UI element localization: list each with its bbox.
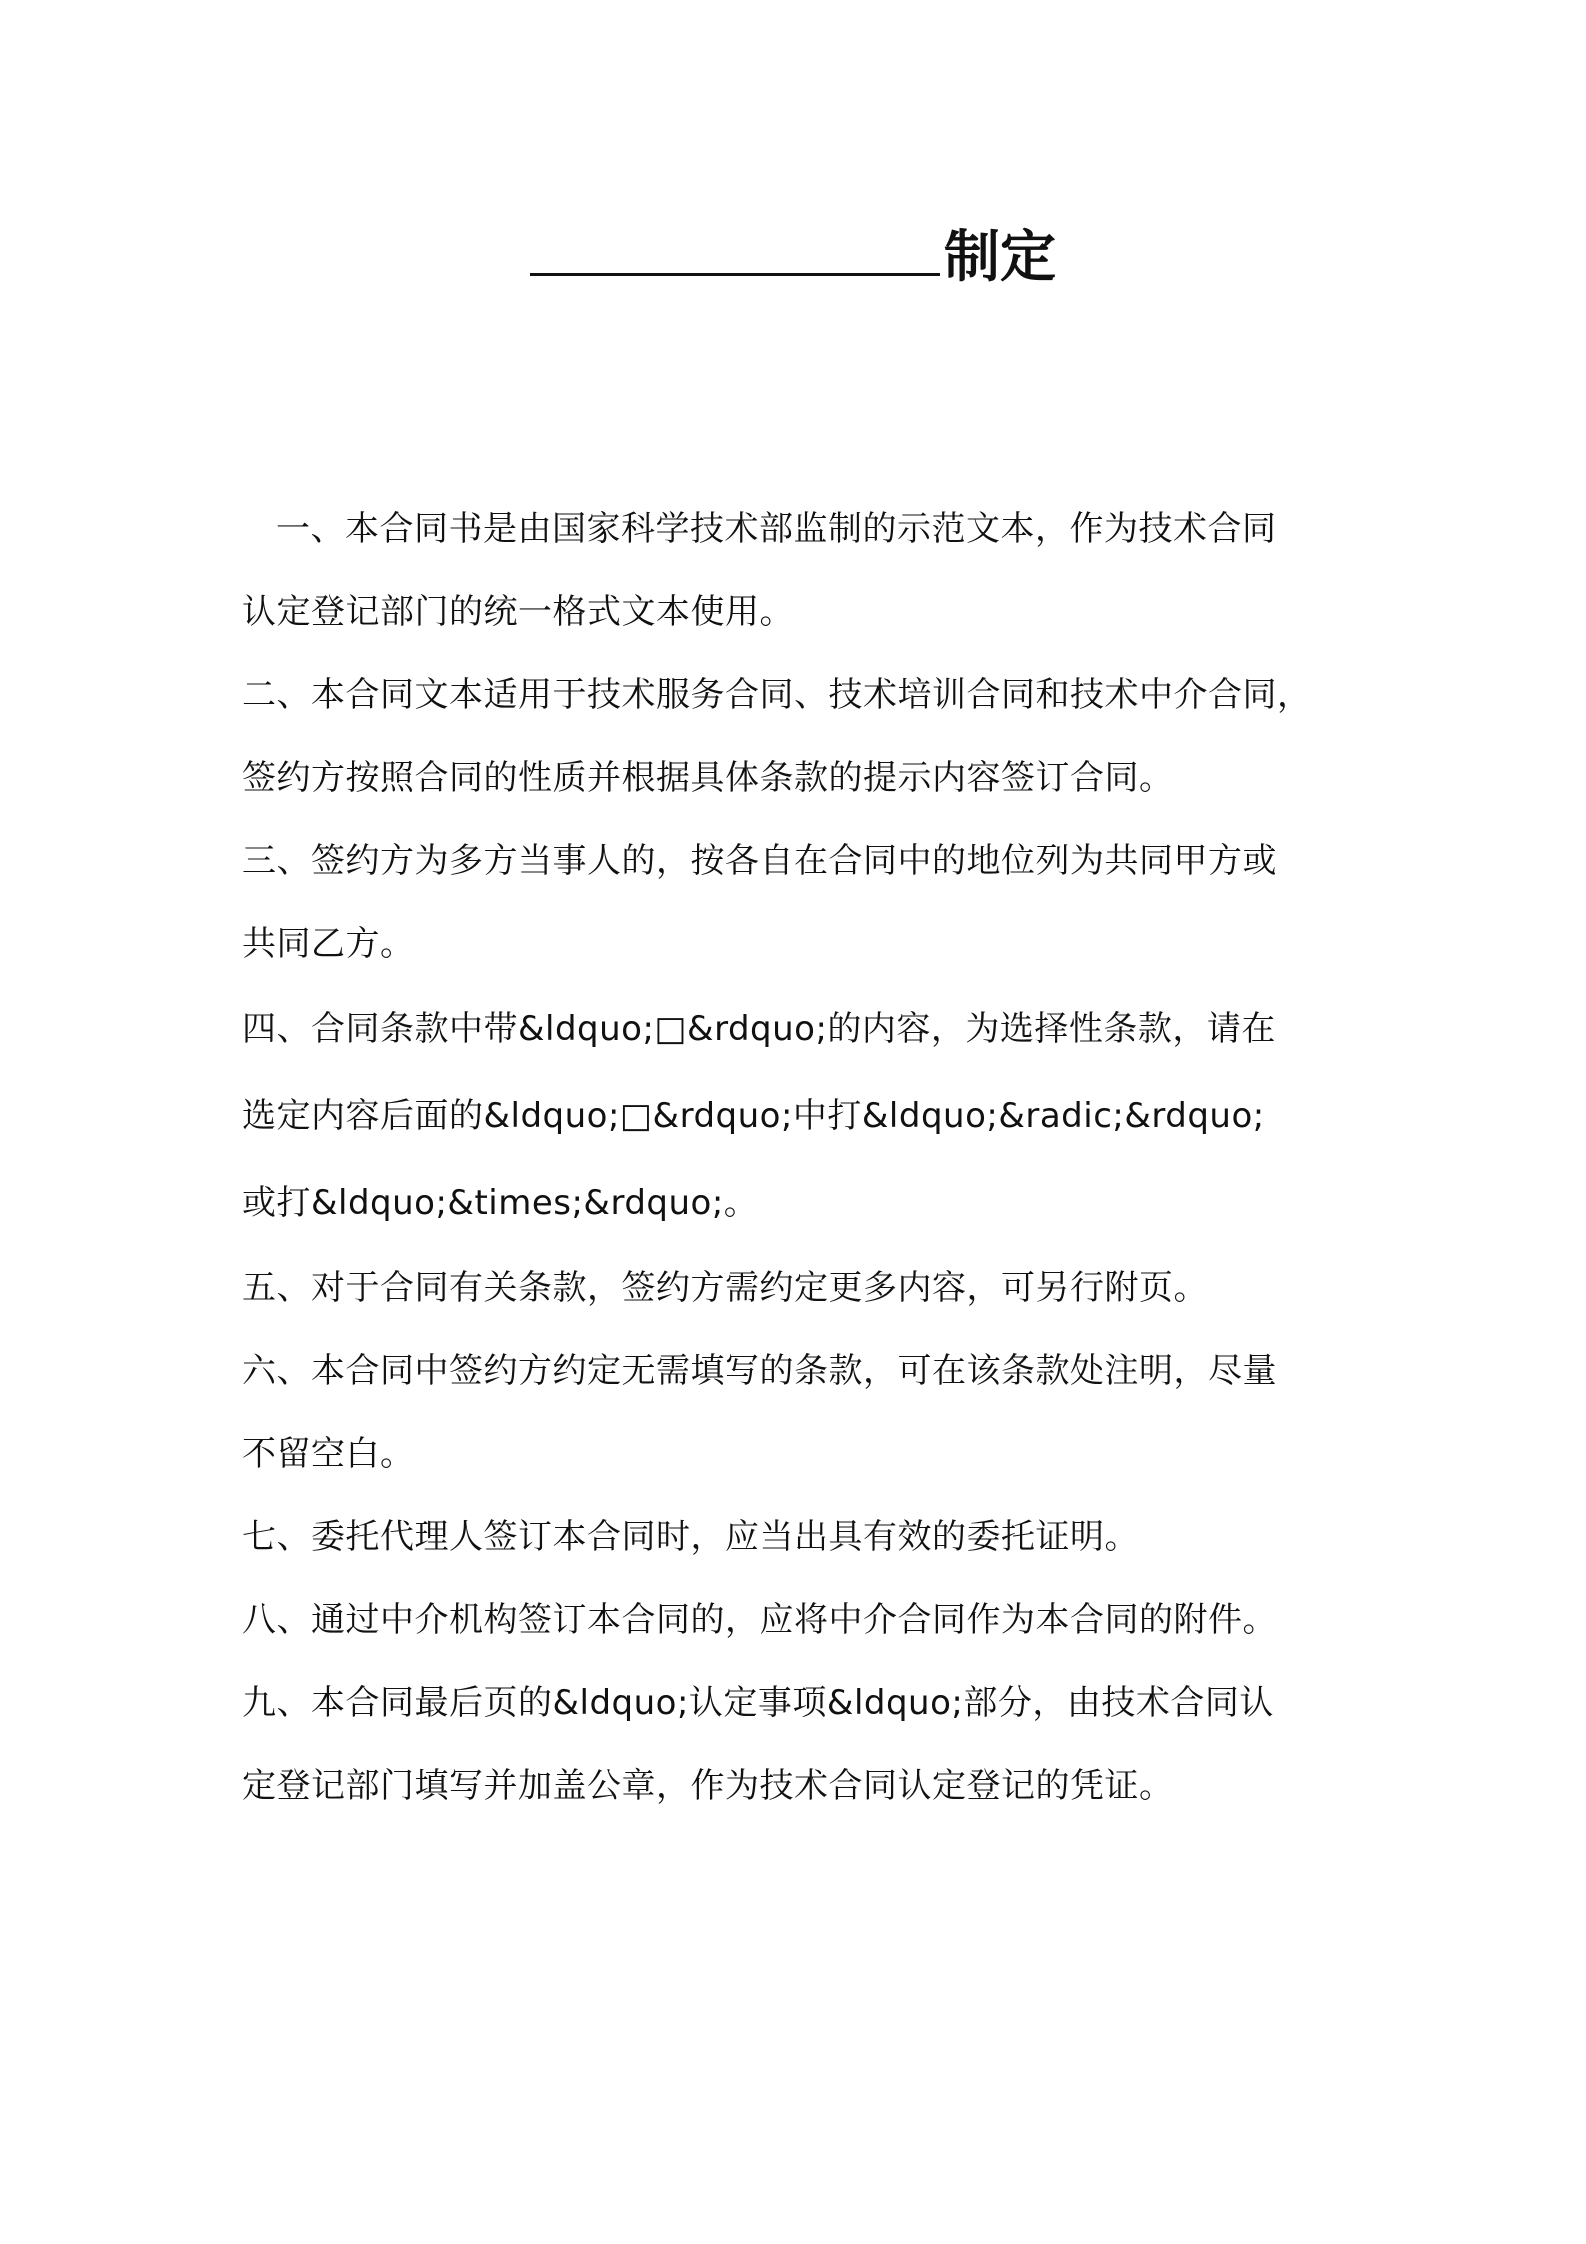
note-item-6	[242, 1330, 1352, 1496]
note-item-5	[242, 1247, 1352, 1330]
note-item-8	[242, 1579, 1352, 1662]
note-line: 二、本合同文本适用于技术服务合同、技术培训合同和技术中介合同，	[242, 675, 1312, 715]
note-line: 定登记部门填写并加盖公章，作为技术合同认定登记的凭证。	[242, 1766, 1174, 1806]
note-line: 六、本合同中签约方约定无需填写的条款，可在该条款处注明，尽量	[242, 1351, 1277, 1391]
note-line: 一、本合同书是由国家科学技术部监制的示范文本，作为技术合同	[276, 509, 1277, 549]
note-line: 签约方按照合同的性质并根据具体条款的提示内容签订合同。	[242, 758, 1174, 798]
note-line: 共同乙方。	[242, 924, 415, 964]
note-item-3	[242, 820, 1352, 986]
note-line: 选定内容后面的&ldquo;□&rdquo;中打&ldquo;&radic;&rdquo;	[242, 1096, 1265, 1136]
note-line: 七、委托代理人签订本合同时，应当出具有效的委托证明。	[242, 1517, 1139, 1557]
note-item-4	[242, 986, 1352, 1247]
note-line: 九、本合同最后页的&ldquo;认定事项&ldquo;部分，由技术合同认	[242, 1683, 1274, 1723]
instruction-list	[242, 488, 1352, 1828]
note-line: 三、签约方为多方当事人的，按各自在合同中的地位列为共同甲方或	[242, 841, 1277, 881]
note-item-9	[242, 1662, 1352, 1828]
note-item-1	[242, 488, 1352, 654]
note-item-7	[242, 1496, 1352, 1579]
page-title: 制定	[944, 225, 1056, 290]
note-line: 不留空白。	[242, 1434, 415, 1474]
note-line: 八、通过中介机构签订本合同的，应将中介合同作为本合同的附件。	[242, 1600, 1277, 1640]
note-item-2	[242, 654, 1352, 820]
note-line: 认定登记部门的统一格式文本使用。	[242, 592, 794, 632]
note-line: 四、合同条款中带&ldquo;□&rdquo;的内容，为选择性条款，请在	[242, 1009, 1276, 1049]
note-line: 或打&ldquo;&times;&rdquo;。	[242, 1183, 759, 1223]
title-blank-line	[530, 218, 940, 276]
title-row	[0, 218, 1586, 293]
note-line: 五、对于合同有关条款，签约方需约定更多内容，可另行附页。	[242, 1268, 1208, 1308]
